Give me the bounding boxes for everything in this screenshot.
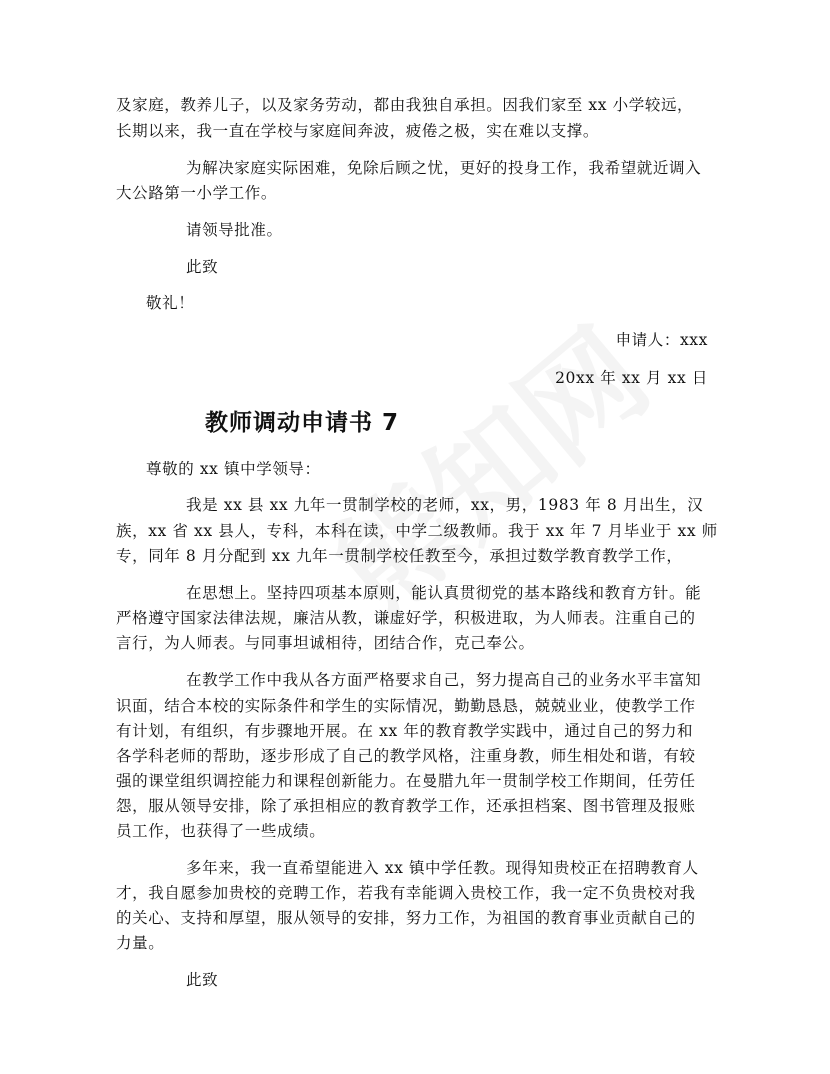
paragraph-line: 的关心、支持和厚望，服从领导的安排，努力工作，为祖国的教育事业贡献自己的 <box>116 909 696 927</box>
paragraph-line: 我是 xx 县 xx 九年一贯制学校的老师，xx，男，1983 年 8 月出生，汉 <box>186 496 704 514</box>
paragraph-line: 才，我自愿参加贵校的竞聘工作，若我有幸能调入贵校工作，我一定不负贵校对我 <box>116 884 696 902</box>
section-title: 教师调动申请书 7 <box>205 410 400 436</box>
paragraph-line: 有计划，有组织，有步骤地开展。在 xx 年的教育教学实践中，通过自己的努力和 <box>116 722 694 740</box>
regards-line: 敬礼！ <box>146 294 195 312</box>
salutation: 尊敬的 xx 镇中学领导： <box>146 460 321 478</box>
paragraph-line: 在思想上。坚持四项基本原则，能认真贯彻党的基本路线和教育方针。能 <box>186 584 702 602</box>
paragraph-line: 大公路第一小学工作。 <box>116 184 278 202</box>
paragraph-line: 多年来，我一直希望能进入 xx 镇中学任教。现得知贵校正在招聘教育人 <box>186 859 699 877</box>
paragraph-line: 各学科老师的帮助，逐步形成了自己的教学风格，注重身教，师生相处和谐，有较 <box>116 747 696 765</box>
closing-line: 此致 <box>186 258 219 276</box>
closing-line: 此致 <box>186 971 219 989</box>
paragraph-line: 族，xx 省 xx 县人，专科，本科在读，中学二级教师。我于 xx 年 7 月毕业于 xx 师 <box>116 522 718 540</box>
paragraph-line: 专，同年 8 月分配到 xx 九年一贯制学校任教至今，承担过数学教育教学工作， <box>116 547 683 565</box>
paragraph-line: 及家庭，教养儿子，以及家务劳动，都由我独自承担。因我们家至 xx 小学较远， <box>116 96 694 114</box>
paragraph-line: 请领导批准。 <box>186 221 283 239</box>
paragraph-line: 为解决家庭实际困难，免除后顾之忧，更好的投身工作，我希望就近调入 <box>186 159 702 177</box>
paragraph-line: 言行，为人师表。与同事坦诚相待，团结合作，克己奉公。 <box>116 634 535 652</box>
letter-date: 20xx 年 xx 月 xx 日 <box>555 369 708 387</box>
paragraph-line: 在教学工作中我从各方面严格要求自己，努力提高自己的业务水平丰富知 <box>186 671 702 689</box>
paragraph-line: 强的课堂组织调控能力和课程创新能力。在曼腊九年一贯制学校工作期间，任劳任 <box>116 772 696 790</box>
paragraph-line: 怨，服从领导安排，除了承担相应的教育教学工作，还承担档案、图书管理及报账 <box>116 797 696 815</box>
paragraph-line: 识面，结合本校的实际条件和学生的实际情况，勤勤恳恳，兢兢业业，使教学工作 <box>116 697 696 715</box>
paragraph-line: 长期以来，我一直在学校与家庭间奔波，疲倦之极，实在难以支撑。 <box>116 122 600 140</box>
paragraph-line: 严格遵守国家法律法规，廉洁从教，谦虚好学，积极进取，为人师表。注重自己的 <box>116 609 696 627</box>
paragraph-line: 力量。 <box>116 934 165 952</box>
paragraph-line: 员工作，也获得了一些成绩。 <box>116 822 326 840</box>
applicant-signature: 申请人：xxx <box>615 331 708 349</box>
